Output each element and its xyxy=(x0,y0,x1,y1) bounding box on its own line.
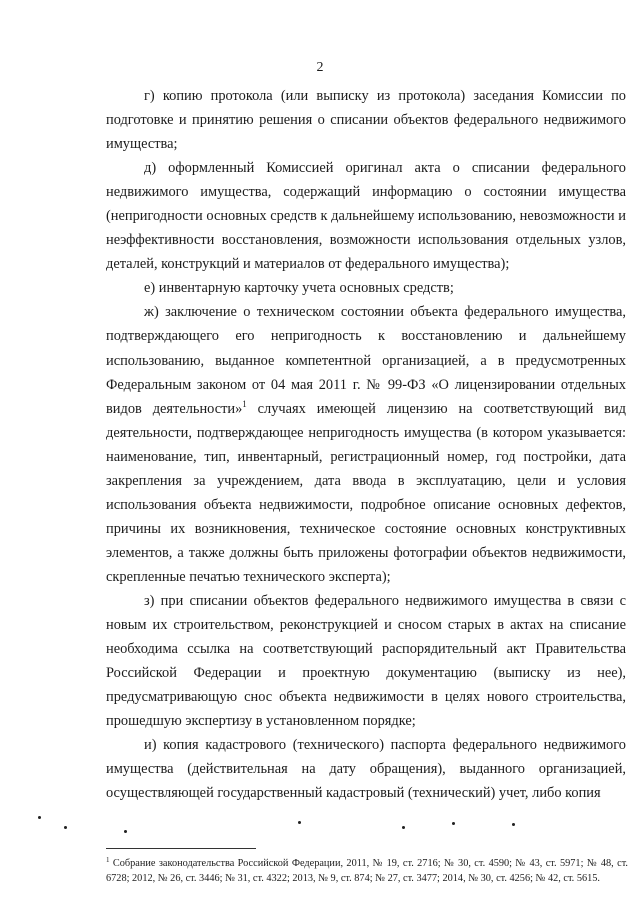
paragraph-zh xyxy=(106,300,626,589)
paragraph-i: и) копия кадастрового (технического) паспорта федерального недвижимого имущества (действительная на дату обращения), выданного организацией, осуществляющей государственный кадастровый (технический) учет, либо копия xyxy=(106,737,626,802)
scan-speck xyxy=(38,816,41,819)
scan-speck xyxy=(298,821,301,824)
footnote-text: Собрание законодательства Российской Федерации, 2011, № 19, ст. 2716; № 30, ст. 4590; № 43, ст. 5971; № 48, ст. 6728; 2012, № 26, ст. 3446; № 31, ст. 4322; 2013, № 9, ст. 874; № 27, ст. 3477; 2014, № 30, ст. 4256; № 42, ст. 5615. xyxy=(106,858,628,885)
document-body xyxy=(106,84,626,805)
scan-speck xyxy=(512,823,515,826)
page-number: 2 xyxy=(316,60,324,75)
scan-speck xyxy=(452,822,455,825)
paragraph-e: е) инвентарную карточку учета основных средств; xyxy=(144,280,454,297)
paragraph-zh-text-after: случаях имеющей лицензию на соответствующий вид деятельности, подтверждающее непригодность имущества (в котором указывается: наименование, тип, инвентарный, регистрационный номер, год постройки, дата закрепления за учреждением, дата ввода в эксплуатацию, цели и условия использования объекта недвижимости, подробное описание основных дефектов, причины их возникновения, техническое состояние основных конструктивных элементов, а также должны быть приложены фотографии объектов недвижимости, скрепленные печатью технического эксперта); xyxy=(106,400,627,585)
scan-speck xyxy=(124,830,127,833)
paragraph-zh-text-before: ж) заключение о техническом состоянии объекта федерального имущества, подтверждающего его непригодность к восстановлению и дальнейшему использованию, выданное компетентной организацией, а в предусмотренных Федеральным законом от 04 мая 2011 г. № 99-ФЗ «О лицензировании отдельных видов деятельности» xyxy=(106,304,626,417)
footnote-ref: 1 xyxy=(242,398,247,409)
paragraph-d: д) оформленный Комиссией оригинал акта о списании федерального недвижимого имущества, содержащий информацию о состоянии имущества (непригодности основных средств к дальнейшему использованию, невозможности и неэффективности восстановления, возможности использования отдельных узлов, деталей, конструкций и материалов от федерального имущества); xyxy=(106,160,626,273)
scan-speck xyxy=(64,826,67,829)
scan-speck xyxy=(402,826,405,829)
paragraph-g: г) копию протокола (или выписку из протокола) заседания Комиссии по подготовке и принятию решения о списании объектов федерального недвижимого имущества; xyxy=(106,88,626,153)
footnote xyxy=(106,856,628,886)
paragraph-z: з) при списании объектов федерального недвижимого имущества в связи с новым их строительством, реконструкцией и сносом старых в актах на списание необходима ссылка на соответствующий распорядительный акт Правительства Российской Федерации и проектную документацию (выписку из нее), предусматривающую снос объекта недвижимости в целях нового строительства, прошедшую экспертизу в установленном порядке; xyxy=(106,592,626,730)
footnote-separator xyxy=(106,848,256,849)
footnote-marker: 1 xyxy=(106,856,110,864)
